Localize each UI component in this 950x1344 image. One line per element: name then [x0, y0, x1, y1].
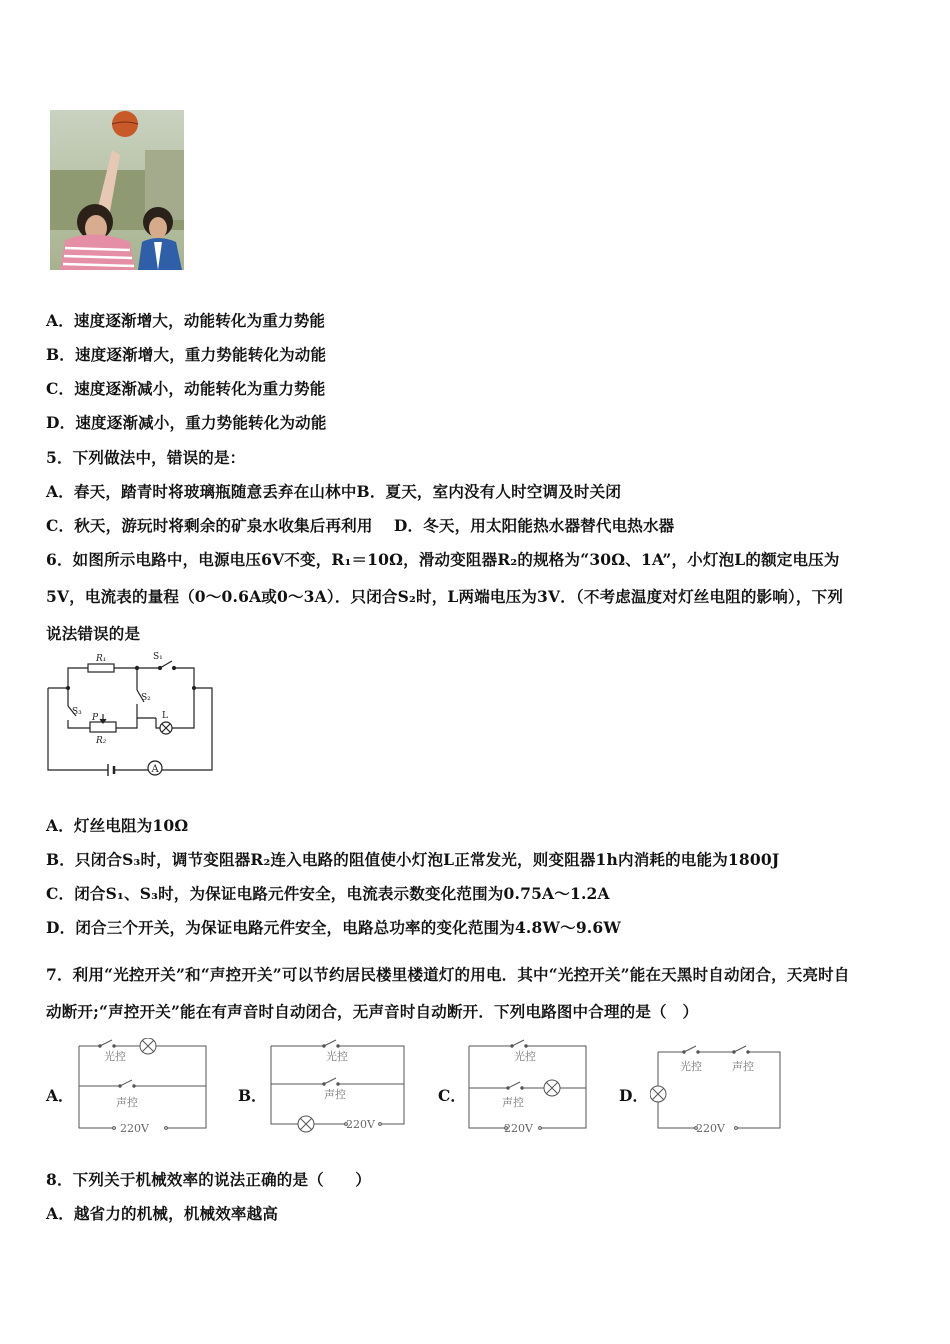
- light-switch-label: 光控: [680, 1060, 702, 1073]
- basketball-photo: [50, 110, 184, 270]
- q7-circuit-d: [650, 1044, 785, 1140]
- voltage-label: 220V: [120, 1122, 149, 1135]
- q7-option-b-label: B．: [238, 1086, 267, 1105]
- lamp-label: L: [162, 711, 168, 721]
- q6-stem-line1: 6．如图所示电路中，电源电压6V不变，R₁＝10Ω，滑动变阻器R₂的规格为“30Ω、1A”，小灯泡L的额定电压为: [46, 550, 840, 569]
- q7-circuit-c: [466, 1038, 591, 1140]
- q6-option-a: A．灯丝电阻为10Ω: [46, 816, 189, 835]
- light-switch-label: 光控: [326, 1050, 348, 1063]
- q8-stem: 8．下列关于机械效率的说法正确的是（ ）: [46, 1170, 371, 1189]
- voltage-label: 220V: [346, 1118, 375, 1131]
- s2-label: S₂: [141, 693, 151, 703]
- q6-circuit-diagram: [40, 648, 220, 778]
- q4-option-b: B．速度逐渐增大，重力势能转化为动能: [46, 345, 327, 364]
- s3-label: S₃: [72, 707, 82, 717]
- q7-stem-line1: 7．利用“光控开关”和“声控开关”可以节约居民楼里楼道灯的用电．其中“光控开关”能在天黑时自动闭合，天亮时自: [46, 965, 850, 984]
- q7-circuit-b: [268, 1038, 408, 1140]
- sound-switch-label: 声控: [324, 1088, 346, 1101]
- q7-stem-line2: 动断开;“声控开关”能在有声音时自动闭合，无声音时自动断开．下列电路图中合理的是（ ）: [46, 1002, 699, 1021]
- q6-option-c: C．闭合S₁、S₃时，为保证电路元件安全，电流表示数变化范围为0.75A～1.2A: [46, 884, 610, 903]
- sound-switch-label: 声控: [732, 1060, 754, 1073]
- sound-switch-label: 声控: [502, 1096, 524, 1109]
- light-switch-label: 光控: [514, 1050, 536, 1063]
- q6-option-d: D．闭合三个开关，为保证电路元件安全，电路总功率的变化范围为4.8W～9.6W: [46, 918, 621, 937]
- q6-stem-line3: 说法错误的是: [46, 624, 141, 643]
- p-label: P: [92, 713, 99, 723]
- r2-label: R₂: [96, 736, 107, 746]
- q5-options-ab: A．春天，踏青时将玻璃瓶随意丢弃在山林中B．夏天，室内没有人时空调及时关闭: [46, 482, 622, 501]
- sound-switch-label: 声控: [116, 1096, 138, 1109]
- q7-option-a-label: A．: [46, 1086, 74, 1105]
- r1-label: R₁: [96, 654, 107, 664]
- q7-option-d-label: D．: [619, 1086, 648, 1105]
- q4-option-d: D．速度逐渐减小，重力势能转化为动能: [46, 413, 327, 432]
- voltage-label: 220V: [504, 1122, 533, 1135]
- q7-option-c-label: C．: [438, 1086, 466, 1105]
- q6-stem-line2: 5V，电流表的量程（0～0.6A或0～3A）．只闭合S₂时，L两端电压为3V．（不考虑温度对灯丝电阻的影响），下列: [46, 587, 844, 606]
- q5-stem: 5．下列做法中，错误的是：: [46, 448, 246, 467]
- s1-label: S₁: [153, 652, 163, 662]
- q4-option-a: A．速度逐渐增大，动能转化为重力势能: [46, 311, 326, 330]
- q7-circuit-a: [74, 1038, 209, 1140]
- voltage-label: 220V: [696, 1122, 725, 1135]
- q5-options-cd: C．秋天，游玩时将剩余的矿泉水收集后再利用 D．冬天，用太阳能热水器替代电热水器: [46, 516, 675, 535]
- q8-option-a: A．越省力的机械，机械效率越高: [46, 1204, 279, 1223]
- ammeter-label: A: [151, 764, 159, 775]
- q4-option-c: C．速度逐渐减小，动能转化为重力势能: [46, 379, 326, 398]
- light-switch-label: 光控: [104, 1050, 126, 1063]
- q6-option-b: B．只闭合S₃时，调节变阻器R₂连入电路的阻值使小灯泡L正常发光，则变阻器1h内消耗的电能为1800J: [46, 850, 780, 869]
